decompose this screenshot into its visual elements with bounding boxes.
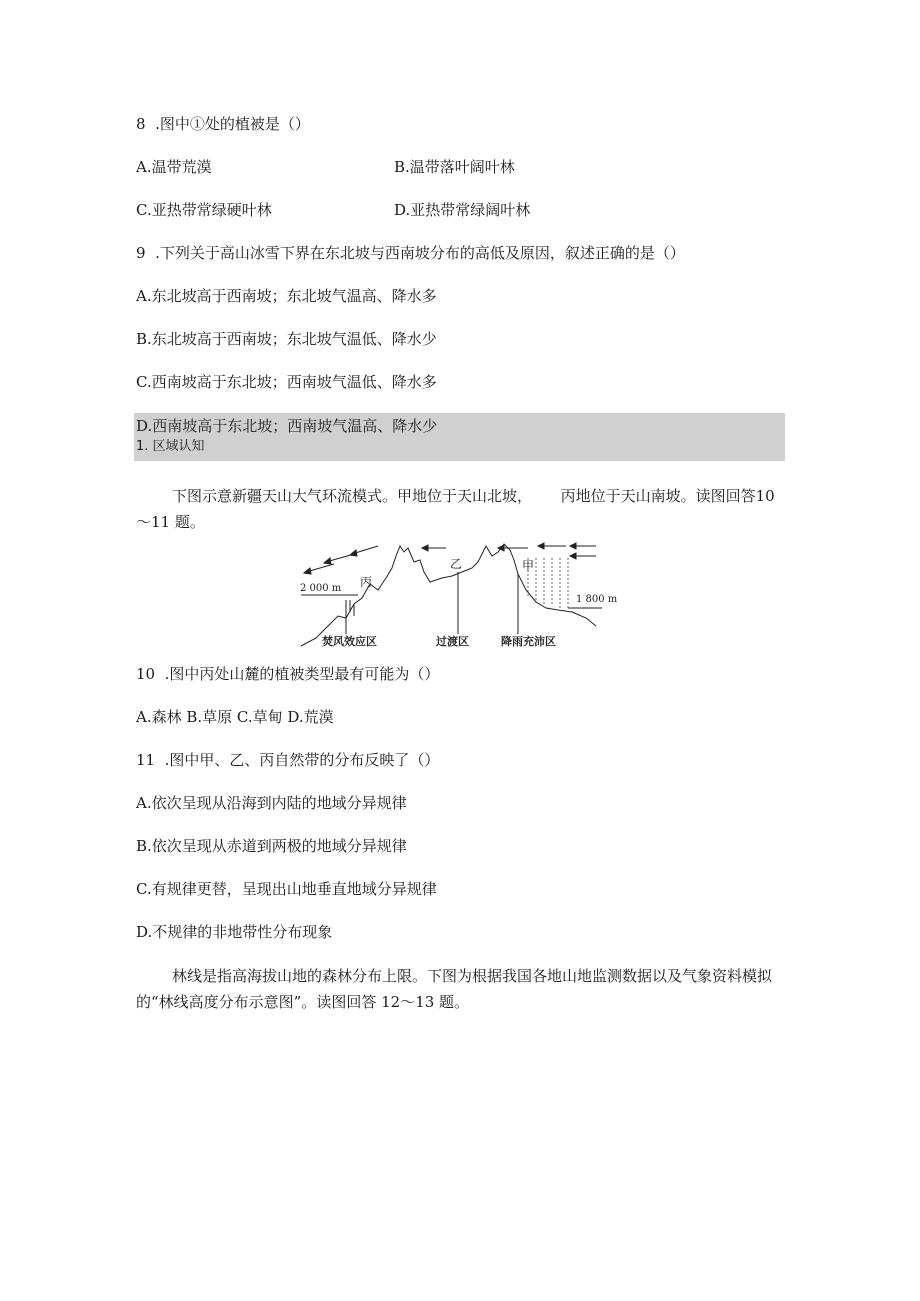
q8-option-c: C.亚热带常绿硬叶林 [136, 201, 272, 219]
wind-arrow [570, 553, 596, 559]
q11-stem: 11 .图中甲、乙、丙自然带的分布反映了（） [136, 751, 440, 769]
label-yi: 乙 [450, 557, 463, 571]
q11-option-c: C.有规律更替，呈现出山地垂直地域分异规律 [136, 880, 437, 898]
label-jia: 甲 [522, 559, 535, 573]
section-label: 1. 区域认知 [136, 439, 205, 454]
wind-arrow [538, 543, 566, 549]
q9-option-b: B.东北坡高于西南坡；东北坡气温低、降水少 [136, 330, 437, 348]
wind-arrow [422, 545, 446, 551]
wind-arrow [304, 564, 334, 574]
q9-option-d: D.西南坡高于东北坡；西南坡气温高、降水少 [136, 417, 438, 435]
q10-options: A.森林 B.草原 C.草甸 D.荒漠 [136, 708, 334, 726]
tianshan-circulation-figure [296, 538, 618, 650]
q8-option-a: A.温带荒漠 [136, 158, 212, 176]
wind-arrow [498, 545, 528, 551]
q8-stem: 8 .图中①处的植被是（） [136, 115, 310, 133]
wind-arrow [350, 546, 378, 556]
q11-option-d: D.不规律的非地带性分布现象 [136, 923, 333, 941]
intro-treeline: 林线是指高海拔山地的森林分布上限。下图为根据我国各地山地监测数据以及气象资料模拟的“林线高度分布示意图”。读图回答 12～13 题。 [136, 967, 773, 1011]
q11-option-b: B.依次呈现从赤道到两极的地域分异规律 [136, 837, 407, 855]
label-transition-zone: 过渡区 [436, 635, 469, 648]
q8-option-b: B.温带落叶阔叶林 [394, 158, 515, 176]
q9-option-c: C.西南坡高于东北坡；西南坡气温低、降水多 [136, 373, 437, 391]
wind-arrow [324, 554, 354, 564]
q9-stem: 9 .下列关于高山冰雪下界在东北坡与西南坡分布的高低及原因，叙述正确的是（） [136, 244, 685, 262]
label-2000m: 2 000 m [300, 583, 342, 594]
q9-option-a: A.东北坡高于西南坡；东北坡气温高、降水多 [136, 287, 437, 305]
label-foehn-zone: 焚风效应区 [322, 635, 377, 648]
wind-arrow [570, 543, 596, 549]
q11-option-a: A.依次呈现从沿海到内陆的地域分异规律 [136, 794, 407, 812]
q10-stem: 10 .图中丙处山麓的植被类型最有可能为（） [136, 665, 440, 683]
q8-option-d: D.亚热带常绿阔叶林 [394, 201, 531, 219]
label-1800m: 1 800 m [576, 594, 618, 605]
intro-tianshan: 下图示意新疆天山大气环流模式。甲地位于天山北坡， 丙地位于天山南坡。读图回答10～11 题。 [136, 487, 775, 531]
label-rain-zone: 降雨充沛区 [501, 635, 556, 648]
label-bing: 丙 [360, 575, 373, 589]
